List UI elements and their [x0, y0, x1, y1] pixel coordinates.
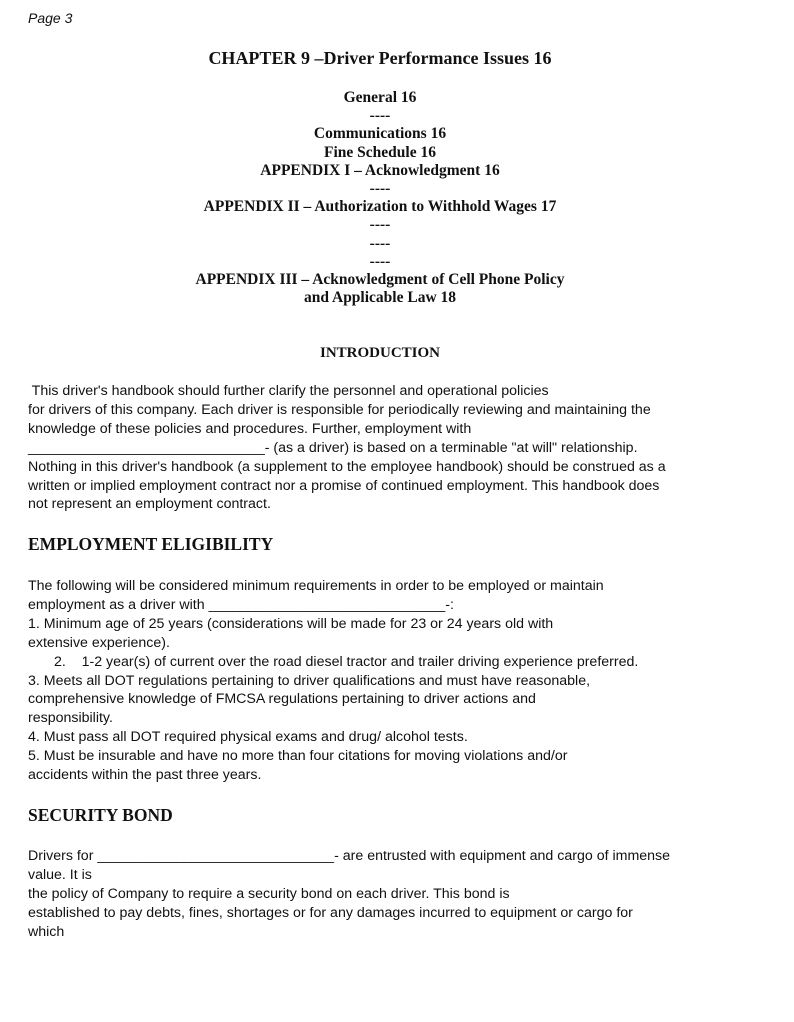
page-number-label: Page 3	[28, 10, 73, 26]
paragraph-line: not represent an employment contract.	[28, 496, 271, 513]
paragraph-line: employment as a driver with ______________________________-:	[28, 596, 454, 613]
requirement-item: 4. Must pass all DOT required physical exams and drug/ alcohol tests.	[28, 729, 468, 746]
toc-separator: ----	[369, 216, 391, 234]
paragraph-line: ______________________________- (as a driver) is based on a terminable "at will" relationship.	[28, 439, 638, 456]
toc-entry: APPENDIX II – Authorization to Withhold Wages 17	[203, 198, 557, 216]
requirement-item: 2. 1-2 year(s) of current over the road diesel tractor and trailer driving experience preferred.	[54, 653, 639, 670]
employment-eligibility-heading: EMPLOYMENT ELIGIBILITY	[28, 534, 274, 554]
paragraph-line: established to pay debts, fines, shortages or for any damages incurred to equipment or cargo for	[28, 904, 633, 921]
toc-entry: General 16	[343, 89, 417, 106]
requirement-item: 3. Meets all DOT regulations pertaining to driver qualifications and must have reasonable,	[28, 672, 591, 689]
toc-separator: ----	[369, 234, 391, 252]
paragraph-line: value. It is	[28, 866, 92, 883]
table-of-contents	[0, 47, 760, 307]
requirement-item-continued: comprehensive knowledge of FMCSA regulations pertaining to driver actions and	[28, 691, 536, 708]
paragraph-line: written or implied employment contract nor a promise of continued employment. This handbook does	[28, 477, 660, 494]
toc-entry: APPENDIX I – Acknowledgment 16	[260, 161, 500, 179]
toc-entry: Fine Schedule 16	[324, 143, 436, 161]
toc-entry: APPENDIX III – Acknowledgment of Cell Phone Policy	[195, 271, 565, 289]
paragraph-line: This driver's handbook should further clarify the personnel and operational policies	[28, 383, 549, 399]
toc-separator: ----	[369, 180, 391, 198]
toc-entry: Communications 16	[313, 125, 447, 143]
requirement-item: 1. Minimum age of 25 years (considerations will be made for 23 or 24 years old with	[28, 615, 554, 632]
toc-entries	[0, 89, 760, 307]
toc-entry-continued: and Applicable Law 18	[303, 289, 457, 307]
paragraph-line: which	[28, 923, 65, 940]
paragraph-line: The following will be considered minimum requirements in order to be employed or maintain	[28, 578, 604, 594]
paragraph-line: Drivers for ______________________________- are entrusted with equipment and cargo of immense	[28, 848, 671, 864]
security-bond-body	[28, 847, 728, 942]
toc-chapter-heading: CHAPTER 9 –Driver Performance Issues 16	[208, 48, 552, 68]
paragraph-line: knowledge of these policies and procedures. Further, employment with	[28, 420, 472, 437]
toc-separator: ----	[369, 107, 391, 125]
requirement-item: 5. Must be insurable and have no more than four citations for moving violations and/or	[28, 748, 568, 765]
requirement-item-continued: responsibility.	[28, 710, 113, 727]
paragraph-line: for drivers of this company. Each driver is responsible for periodically reviewing and maintaining the	[28, 401, 651, 418]
introduction-heading: INTRODUCTION	[319, 345, 440, 361]
security-bond-heading: SECURITY BOND	[28, 805, 173, 825]
requirement-item-continued: accidents within the past three years.	[28, 767, 262, 784]
introduction-paragraph	[28, 382, 728, 514]
toc-separator: ----	[369, 252, 391, 270]
paragraph-line: the policy of Company to require a security bond on each driver. This bond is	[28, 885, 510, 902]
requirement-item-continued: extensive experience).	[28, 634, 170, 651]
employment-eligibility-body	[28, 577, 728, 785]
paragraph-line: Nothing in this driver's handbook (a supplement to the employee handbook) should be construed as a	[28, 458, 666, 475]
